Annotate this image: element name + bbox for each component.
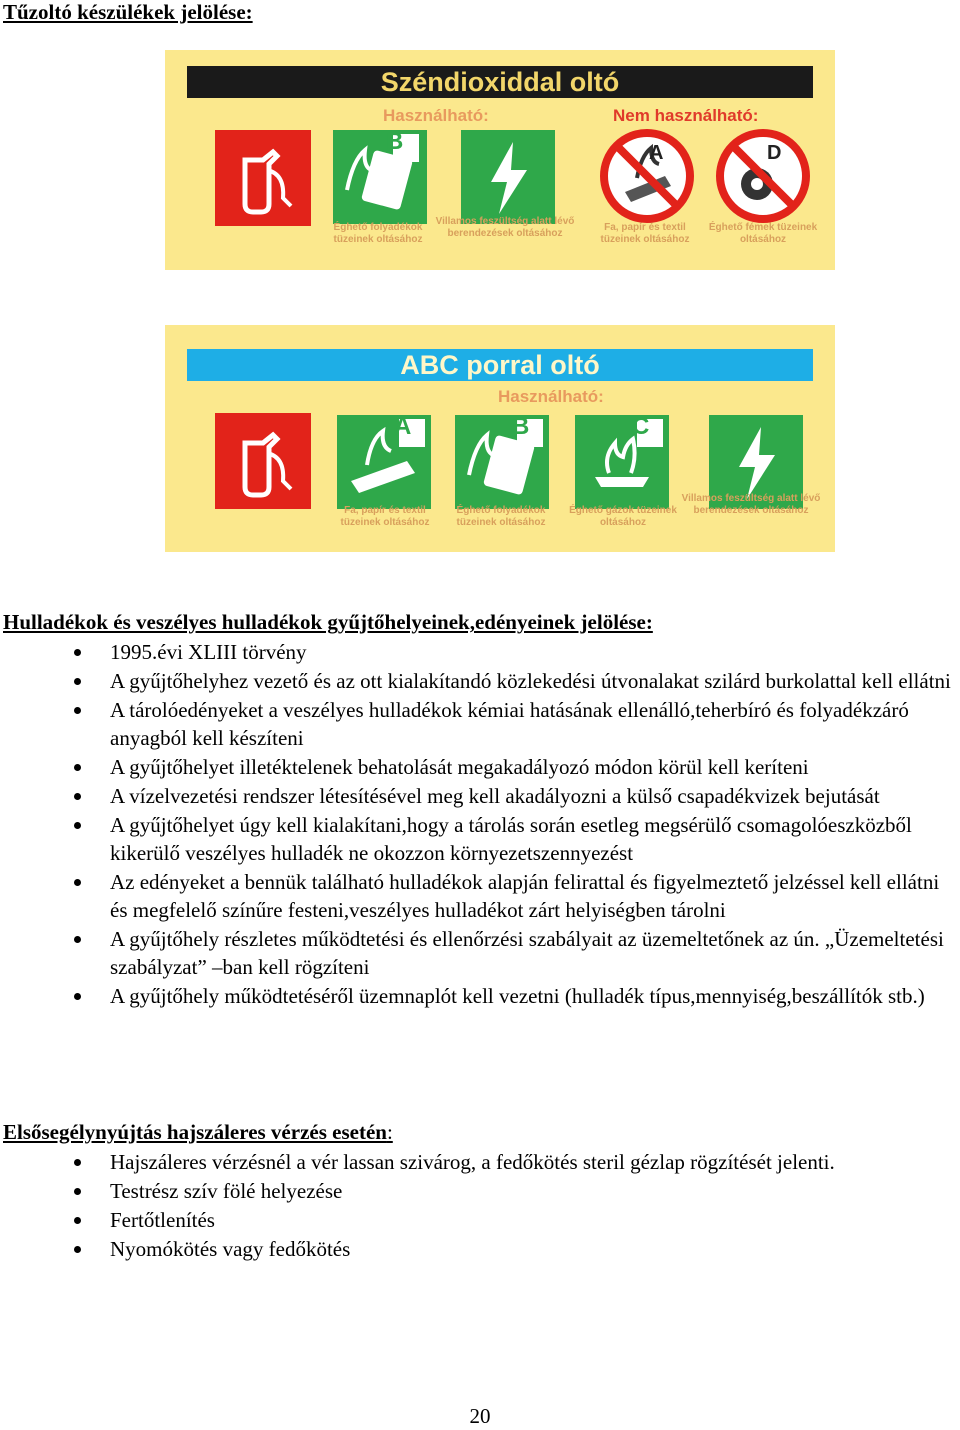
co2-extinguisher-sign: [165, 50, 835, 270]
list-item: A gyűjtőhelyhez vezető és az ott kialakítandó közlekedési útvonalakat szilárd burkolattal kell ellátni: [0, 667, 960, 695]
abc-extinguisher-sign: [165, 325, 835, 552]
abc-caption-liquids: Éghető folyadékok tüzeinek oltásához: [456, 505, 546, 528]
list-item: Hajszáleres vérzésnél a vér lassan szivárog, a fedőkötés steril gézlap rögzítését jelenti.: [0, 1148, 960, 1176]
co2-caption-liquids: Éghető folyadékok tüzeinek oltásához: [333, 222, 423, 245]
flammable-liquid-icon: [455, 415, 549, 509]
list-item: Nyomókötés vagy fedőkötés: [0, 1235, 960, 1263]
heading-extinguishers: Tűzoltó készülékek jelölése:: [3, 0, 253, 24]
flammable-gas-icon: [575, 415, 669, 509]
forbidden-metal-icon: [713, 126, 813, 226]
fire-extinguisher-icon: [215, 413, 311, 509]
list-item: A gyűjtőhely működtetéséről üzemnaplót kell vezetni (hulladék típus,mennyiség,beszállítók stb.): [0, 982, 960, 1010]
flammable-liquid-icon: [333, 130, 427, 224]
waste-list: [0, 638, 960, 1011]
letter-d: D: [767, 142, 782, 164]
letter-a: A: [394, 413, 412, 440]
abc-usable-label: Használható:: [498, 387, 604, 406]
list-item: Testrész szív fölé helyezése: [0, 1177, 960, 1205]
abc-caption-gases: Éghető gázok tüzeinek oltásához: [569, 505, 677, 528]
co2-caption-electrical: Villamos feszültség alatt lévő berendezések oltásához: [435, 216, 575, 239]
wood-paper-icon: [337, 415, 431, 509]
heading-first-aid-colon: :: [386, 1120, 393, 1144]
co2-not-usable-label: Nem használható:: [613, 106, 759, 125]
co2-caption-wood: Fa, papír és textil tüzeinek oltásához: [600, 222, 690, 245]
list-item: Az edényeket a bennük található hulladékok alapján felirattal és figyelmeztető jelzéssel kell ellátni és megfelelő színűre festeni,veszélyes hulladékot zárt helyiségben tárolni: [0, 868, 960, 924]
list-item: A gyűjtőhelyet úgy kell kialakítani,hogy a tárolás során esetleg megsérülő csomagolóeszközből kikerülő veszélyes hulladék ne okozzon környezetszennyezést: [0, 811, 960, 867]
letter-c: C: [632, 413, 650, 440]
lightning-icon: [461, 130, 555, 224]
first-aid-list: [0, 1148, 960, 1264]
list-item: A tárolóedényeket a veszélyes hulladékok kémiai hatásának ellenálló,teherbíró és folyadékzáró anyagból kell készíteni: [0, 696, 960, 752]
fire-extinguisher-icon: [215, 130, 311, 226]
list-item: A vízelvezetési rendszer létesítésével meg kell akadályozni a külső csapadékvizek bejutását: [0, 782, 960, 810]
co2-sign-title: Széndioxiddal oltó: [187, 66, 813, 98]
heading-first-aid: [3, 1120, 393, 1145]
list-item: 1995.évi XLIII törvény: [0, 638, 960, 666]
list-item: A gyűjtőhely részletes működtetési és ellenőrzési szabályait az üzemeltetőnek az ún. „Üzemeltetési szabályzat” –ban kell rögzíteni: [0, 925, 960, 981]
abc-caption-electrical: Villamos feszültség alatt lévő berendezések oltásához: [681, 493, 821, 516]
letter-b: B: [386, 128, 404, 155]
page-number: 20: [469, 1404, 491, 1428]
list-item: Fertőtlenítés: [0, 1206, 960, 1234]
abc-caption-wood: Fa, papír és textil tüzeinek oltásához: [340, 505, 430, 528]
letter-a: A: [649, 142, 664, 164]
co2-caption-metals: Éghető fémek tüzeinek oltásához: [708, 222, 818, 245]
letter-b: B: [512, 413, 530, 440]
heading-first-aid-text: Elsősegélynyújtás hajszáleres vérzés esetén: [3, 1120, 387, 1144]
forbidden-wood-paper-icon: [597, 126, 697, 226]
list-item: A gyűjtőhelyet illetéktelenek behatolását megakadályozó módon körül kell keríteni: [0, 753, 960, 781]
heading-waste: Hulladékok és veszélyes hulladékok gyűjtőhelyeinek,edényeinek jelölése:: [3, 610, 653, 634]
abc-sign-title: ABC porral oltó: [187, 349, 813, 381]
co2-usable-label: Használható:: [383, 106, 489, 125]
